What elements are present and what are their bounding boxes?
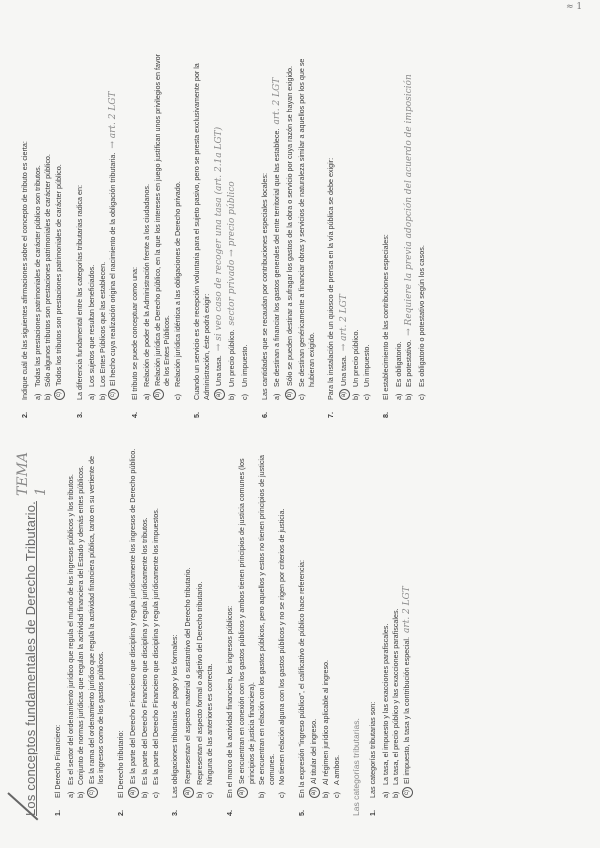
question-body bbox=[170, 446, 216, 798]
question-item bbox=[20, 48, 66, 418]
rotated-content bbox=[15, 28, 580, 828]
option-text: Conjunto de normas jurídicas que regulan la actividad financiera del Estado y demás entes públicos. bbox=[76, 465, 86, 785]
question-text: El tributo se puede conceptuar como una: bbox=[129, 266, 139, 400]
question-body bbox=[381, 48, 427, 400]
answer-option bbox=[417, 48, 427, 400]
question-body bbox=[297, 446, 343, 798]
option-letter: c) bbox=[205, 792, 215, 798]
answer-option bbox=[402, 446, 414, 798]
left-column bbox=[15, 446, 424, 816]
option-letter: b) bbox=[97, 393, 107, 400]
right-column bbox=[20, 48, 437, 418]
question-number: 4. bbox=[224, 810, 234, 816]
answer-option bbox=[285, 48, 296, 400]
section-heading: Las categorías tributarias. bbox=[351, 718, 362, 816]
circled-option-letter: c) bbox=[108, 389, 119, 400]
option-text: Es el sector del ordenamiento jurídico que regula el mundo de los ingresos públicos y los tributos. bbox=[65, 474, 75, 785]
option-text: Se encuentran en conexión con los gastos públicos y ambos tienen principios de justicia comunes (los principios de justicia financiera). bbox=[237, 458, 256, 784]
option-letter: b) bbox=[76, 791, 86, 798]
option-text: Los Entes Públicos que las establecen. bbox=[97, 261, 107, 387]
question-number: 5. bbox=[296, 810, 306, 816]
answer-option bbox=[205, 446, 215, 798]
option-letter: b) bbox=[321, 791, 331, 798]
question-body bbox=[130, 48, 184, 400]
option-letter: c) bbox=[361, 394, 371, 400]
question-item bbox=[260, 48, 317, 418]
answer-option bbox=[240, 48, 250, 400]
page-title: Los conceptos fundamentales de Derecho Tributario. bbox=[23, 501, 38, 816]
answer-option bbox=[140, 446, 150, 798]
option-text: Es la parte del Derecho Financiero que disciplina y regula jurídicamente los tributos. bbox=[140, 517, 150, 785]
option-text: Es la rama del ordenamiento jurídico que regula la actividad financiera pública, tanto en su vertiente de los ingresos como de los gastos públicos. bbox=[86, 455, 106, 784]
question-number: 8. bbox=[381, 412, 391, 418]
question-item bbox=[297, 446, 343, 816]
option-letter: c) bbox=[331, 792, 341, 798]
circled-option-letter: a) bbox=[183, 787, 194, 798]
question-text: Las cantidades que se recaudan por contribuciones especiales locales: bbox=[259, 173, 269, 400]
question-text: Las obligaciones tributarias de pago y los formales: bbox=[170, 634, 180, 798]
question-item bbox=[381, 48, 427, 418]
option-text: Un impuesto. bbox=[361, 344, 371, 387]
option-letter: b) bbox=[404, 393, 414, 400]
option-text: Todos los tributos son prestaciones patrimoniales de carácter público. bbox=[53, 164, 63, 386]
question-item bbox=[53, 446, 107, 816]
question-text: Para la instalación de un quiosco de prensa en la vía pública se debe exigir: bbox=[326, 157, 335, 400]
question-body bbox=[192, 48, 250, 400]
handwritten-annotation: → art. 2 LGT bbox=[108, 91, 118, 149]
option-letter: a) bbox=[65, 791, 75, 798]
question-item bbox=[116, 446, 162, 816]
answer-option bbox=[404, 48, 416, 400]
answer-option bbox=[173, 48, 183, 400]
left-questions-2 bbox=[368, 446, 414, 816]
option-text: El hecho cuya realización origina el nacimiento de la obligación tributaria. bbox=[108, 152, 117, 386]
option-text: Una tasa. bbox=[214, 355, 224, 386]
question-number: 4. bbox=[129, 412, 139, 418]
option-text: El impuesto, la tasa y la contribución especial. bbox=[401, 636, 411, 784]
answer-option bbox=[54, 48, 65, 400]
answer-option bbox=[33, 48, 43, 400]
option-letter: c) bbox=[297, 394, 306, 400]
question-body bbox=[75, 48, 121, 400]
option-letter: a) bbox=[393, 393, 403, 400]
answer-option bbox=[98, 48, 108, 400]
answer-option bbox=[351, 48, 361, 400]
answer-option bbox=[227, 48, 239, 400]
question-item bbox=[170, 446, 216, 816]
option-text: Sólo se pueden destinar a sufragar los gastos de la obra o servicio por cuya razón se hayan exigido. bbox=[285, 65, 294, 386]
circled-option-letter: a) bbox=[339, 389, 350, 400]
option-letter: b) bbox=[140, 791, 150, 798]
question-text: Las categorías tributarias son: bbox=[368, 701, 378, 798]
answer-option bbox=[297, 48, 316, 400]
option-text: Los sujetos que resultan beneficiados. bbox=[87, 264, 96, 387]
question-item bbox=[130, 48, 184, 418]
answer-option bbox=[309, 446, 320, 798]
answer-option bbox=[87, 446, 106, 798]
question-number: 6. bbox=[259, 412, 269, 418]
question-item bbox=[192, 48, 250, 418]
circled-option-letter: c) bbox=[402, 787, 413, 798]
handwritten-annotation: art. 2 LGT bbox=[401, 586, 412, 633]
question-body bbox=[225, 446, 288, 798]
answer-option bbox=[183, 446, 194, 798]
question-number: 1. bbox=[53, 810, 63, 816]
option-letter: a) bbox=[380, 791, 390, 798]
answer-option bbox=[362, 48, 372, 400]
circled-option-letter: c) bbox=[87, 787, 98, 798]
answer-option bbox=[321, 446, 331, 798]
question-body bbox=[116, 446, 162, 798]
circled-option-letter: a) bbox=[214, 389, 225, 400]
question-body bbox=[260, 48, 317, 400]
option-text: Se destinan a financiar los gastos generales del ente territorial que las establece. bbox=[272, 128, 282, 387]
option-text: La tasa, el impuesto y las exacciones parafiscales. bbox=[380, 623, 390, 785]
question-body bbox=[53, 446, 107, 798]
left-questions bbox=[53, 446, 342, 816]
answer-option bbox=[108, 48, 120, 400]
option-text: Se encuentran en relación con los gastos públicos, pero aquellos y estos no tienen principios de justicia comunes. bbox=[257, 454, 276, 785]
option-text: Un precio público. bbox=[351, 329, 361, 387]
answer-option bbox=[339, 48, 351, 400]
tema-handwritten-note: TEMA 1 bbox=[15, 451, 50, 496]
option-letter: b) bbox=[351, 393, 361, 400]
question-text: En la expresión "ingreso público", el calificativo de público hace referencia: bbox=[296, 559, 306, 798]
option-letter: b) bbox=[43, 393, 52, 400]
option-text: Es la parte del Derecho Financiero que disciplina y regula jurídicamente los ingresos de Derecho público. bbox=[128, 448, 138, 784]
answer-option bbox=[43, 48, 53, 400]
option-text: Una tasa. bbox=[338, 355, 348, 386]
answer-option bbox=[214, 48, 226, 400]
option-text: Se destinan genéricamente a financiar obras y servicios de naturaleza similar a aquellos por los que se hubieran exigido. bbox=[297, 58, 316, 387]
option-letter: c) bbox=[240, 394, 250, 400]
option-text: No tienen relación alguna con los gastos públicos y no se rigen por criterios de justicia. bbox=[277, 508, 287, 785]
option-letter: c) bbox=[417, 394, 427, 400]
question-text: El Derecho tributario: bbox=[115, 730, 125, 798]
option-text: Todas las prestaciones patrimoniales de carácter público son tributos. bbox=[32, 165, 42, 387]
answer-option bbox=[87, 48, 97, 400]
answer-option bbox=[332, 446, 342, 798]
question-body bbox=[326, 48, 372, 400]
question-body bbox=[20, 48, 66, 400]
option-letter: a) bbox=[32, 393, 42, 400]
option-letter: b) bbox=[227, 393, 237, 400]
option-letter: a) bbox=[272, 393, 282, 400]
answer-option bbox=[142, 48, 152, 400]
option-text: Es obligatorio. bbox=[393, 341, 403, 387]
option-letter: b) bbox=[391, 791, 401, 798]
answer-option bbox=[237, 446, 256, 798]
question-item bbox=[326, 48, 372, 418]
option-text: Relación jurídica idéntica a las obligaciones de Derecho privado. bbox=[172, 181, 182, 387]
question-number: 2. bbox=[115, 810, 125, 816]
option-text: Representan el aspecto formal o adjetivo del Derecho tributario. bbox=[194, 581, 204, 785]
handwritten-annotation: → Requiere la previa adopción del acuerdo de imposición bbox=[404, 74, 415, 336]
circled-option-letter: a) bbox=[309, 787, 320, 798]
question-number: 7. bbox=[326, 412, 335, 418]
question-text: La diferencia fundamental entre las categorías tributarias radica en: bbox=[74, 185, 84, 400]
question-item bbox=[368, 446, 414, 816]
question-number: 3. bbox=[74, 412, 84, 418]
handwritten-annotation: sector privado → precio público bbox=[227, 181, 238, 326]
question-text: En el marco de la actividad financiera, los ingresos públicos: bbox=[224, 605, 234, 798]
question-number: 1. bbox=[368, 810, 378, 816]
answer-option bbox=[381, 446, 391, 798]
option-letter: c) bbox=[150, 792, 160, 798]
option-text: La tasa, el precio público y las exacciones parafiscales. bbox=[391, 608, 401, 785]
option-letter: b) bbox=[194, 791, 204, 798]
answer-option bbox=[66, 446, 76, 798]
corner-scribble: ≈ 1 bbox=[566, 2, 583, 12]
answer-option bbox=[257, 446, 276, 798]
circled-option-letter: b) bbox=[285, 389, 296, 400]
option-text: Un impuesto. bbox=[240, 344, 250, 387]
answer-option bbox=[76, 446, 86, 798]
option-text: Ninguna de las anteriores es correcta. bbox=[205, 663, 215, 785]
right-questions bbox=[20, 48, 428, 418]
option-text: Al régimen jurídico aplicable al ingreso. bbox=[321, 659, 331, 785]
option-text: Relación de poder de la Administración frente a los ciudadanos. bbox=[142, 184, 152, 387]
option-text: A ambos. bbox=[331, 755, 341, 785]
option-letter: c) bbox=[277, 792, 287, 798]
question-number: 5. bbox=[192, 412, 202, 418]
handwritten-annotation: → art. 2 LGT bbox=[338, 294, 349, 352]
answer-option bbox=[128, 446, 139, 798]
question-body bbox=[368, 446, 414, 798]
option-text: Sólo algunos tributos son prestaciones patrimoniales de carácter público. bbox=[43, 154, 52, 387]
option-text: Es la parte del Derecho Financiero que disciplina y regula jurídicamente los impuestos. bbox=[150, 508, 160, 785]
option-letter: a) bbox=[87, 393, 96, 400]
answer-option bbox=[391, 446, 401, 798]
question-number: 2. bbox=[20, 412, 29, 418]
option-text: Es obligatorio o potestativo según los casos. bbox=[417, 245, 427, 387]
option-letter: b) bbox=[257, 791, 267, 798]
option-letter: a) bbox=[142, 393, 152, 400]
question-item bbox=[75, 48, 121, 418]
option-text: Relación jurídica de Derecho público, en la que los intereses en juego justifican unos privilegios en favor de los Entes Públicos. bbox=[152, 53, 172, 386]
question-text: El establecimiento de las contribuciones especiales: bbox=[381, 234, 391, 400]
option-text: Es potestativo. bbox=[404, 339, 414, 387]
option-letter: c) bbox=[172, 394, 182, 400]
handwritten-annotation: art. 2 LGT bbox=[272, 77, 283, 125]
circled-option-letter: c) bbox=[54, 389, 65, 400]
option-text: Al titular del ingreso. bbox=[309, 718, 319, 784]
question-item bbox=[225, 446, 288, 816]
question-text: Indique cuál de las siguientes afirmaciones sobre el concepto de tributo es cierta: bbox=[20, 141, 29, 400]
circled-option-letter: a) bbox=[128, 787, 139, 798]
question-text: Cuando un servicio es de recepción voluntaria para el sujeto pasivo, pero se presta exclusivamente por la Administración, éste podrá exigir: bbox=[192, 63, 211, 400]
answer-option bbox=[151, 446, 161, 798]
circled-option-letter: b) bbox=[153, 389, 164, 400]
question-text: El Derecho Financiero: bbox=[53, 724, 63, 798]
answer-option bbox=[394, 48, 404, 400]
option-text: Un precio público. bbox=[227, 329, 237, 387]
handwritten-annotation: → si veo caso de recoger una tasa (art. 2.1a LGT) bbox=[214, 126, 225, 352]
question-number: 3. bbox=[170, 810, 180, 816]
answer-option bbox=[272, 48, 284, 400]
option-text: Representan el aspecto material o sustantivo del Derecho tributario. bbox=[182, 567, 192, 784]
answer-option bbox=[277, 446, 287, 798]
answer-option bbox=[153, 48, 172, 400]
circled-option-letter: a) bbox=[237, 787, 248, 798]
answer-option bbox=[195, 446, 205, 798]
